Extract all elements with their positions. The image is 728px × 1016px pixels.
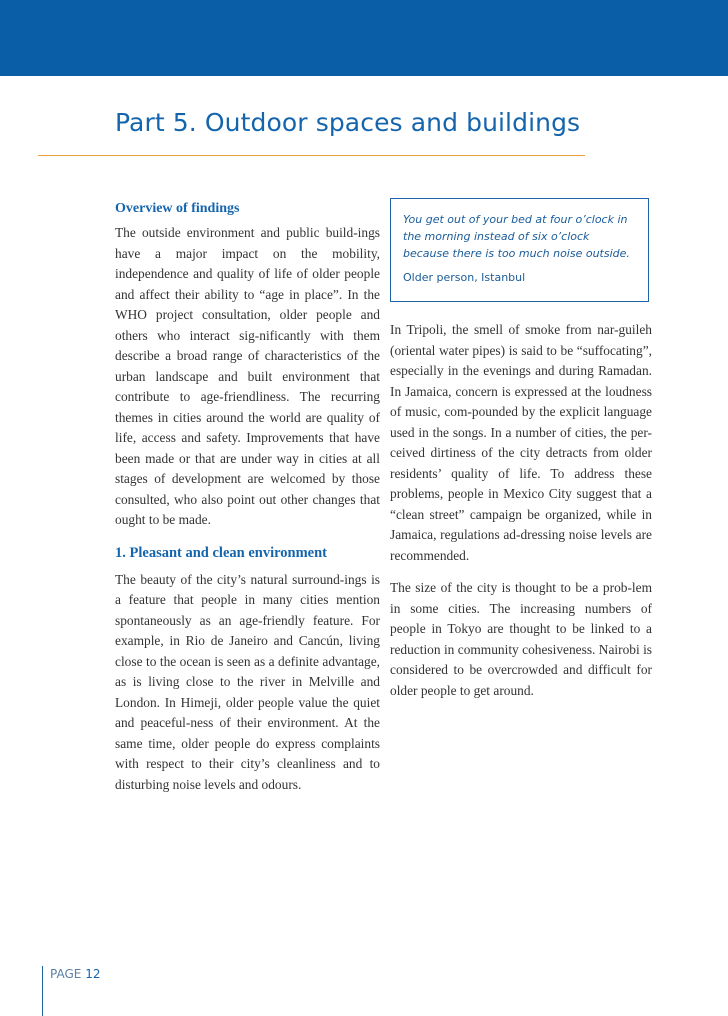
- page-footer: [42, 966, 100, 1016]
- title-divider: [38, 155, 585, 156]
- section-paragraph: The beauty of the city’s natural surround-ings is a feature that people in many cities mention spontaneously as an age-friendly feature. For example, in Rio de Janeiro and Cancún, living close to the ocean is seen as a definite advantage, as is living close to the river in Melville and London. In Himeji, older people value the quiet and peaceful-ness of their environment. At the same time, older people do express complaints with respect to their city’s cleanliness and to disturbing noise levels and odours.: [115, 571, 380, 792]
- overview-paragraph: The outside environment and public build-ings have a major impact on the mobility, independence and quality of life of older people and affect their ability to “age in place”. In the WHO project consultation, older people and others who interact sig-nificantly with them describe a broad range of characteristics of the urban landscape and built environment that contribute to age-friendliness. The recurring themes in cities around the world are quality of life, access and safety. Improvements that have been made or that are under way in cities at all stages of development are welcomed by those consulted, who also point out other changes that ought to be made.: [115, 225, 380, 527]
- right-column: [390, 320, 652, 713]
- right-paragraph-2: The size of the city is thought to be a prob-lem in some cities. The increasing numbers of people in Tokyo are thought to be linked to a reduction in community cohesiveness. Nairobi is considered to be overcrowded and difficult for older people to get around.: [390, 580, 652, 698]
- right-paragraph-1: In Tripoli, the smell of smoke from nar-guileh (oriental water pipes) is said to be “suffocating”, especially in the evenings and during Ramadan. In Jamaica, concern is expressed at the loudness of music, com-pounded by the explicit language used in the songs. In a number of cities, the per-ceived dirtiness of the city detracts from older residents’ quality of life. To address these problems, people in Mexico City suggest that a “clean street” campaign be organized, while in Jamaica, regulations ad-dressing noise levels are recommended.: [390, 322, 652, 563]
- quote-text: You get out of your bed at four o’clock in the morning instead of six o’clock because there is too much noise outside.: [403, 213, 630, 260]
- quote-source: Older person, Istanbul: [403, 271, 526, 284]
- page-number: 12: [85, 967, 101, 981]
- page-title: Part 5. Outdoor spaces and buildings: [115, 108, 581, 137]
- section-heading: 1. Pleasant and clean environment: [115, 544, 327, 561]
- overview-heading: Overview of findings: [115, 201, 240, 216]
- quote-callout: [390, 198, 649, 302]
- header-band: [0, 0, 728, 76]
- left-column: [115, 199, 380, 807]
- page-label: PAGE: [50, 967, 82, 981]
